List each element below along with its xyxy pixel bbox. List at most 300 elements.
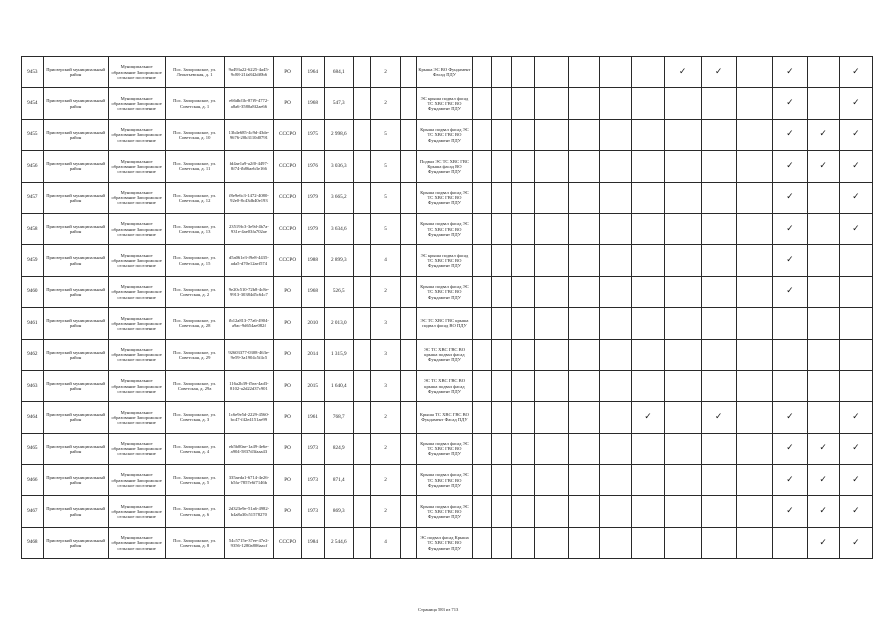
- work-column-cell: [773, 151, 807, 182]
- type-cell: СССРО: [274, 213, 302, 244]
- empty-cell: [400, 402, 416, 433]
- works-cell: ЭС крыша подвал фасад ТС ХВС ГВС ВО Фундамент ПДУ: [417, 88, 473, 119]
- work-column-cell: [632, 57, 664, 88]
- year-cell: 1973: [301, 433, 324, 464]
- work-column-cell: [599, 527, 632, 558]
- works-cell: Крыша подвал фасад ЭС ТС ХВС ГВС ВО Фундамент ПДУ: [417, 182, 473, 213]
- check-mark-icon: ✓: [852, 129, 860, 140]
- empty-cell: [353, 308, 370, 339]
- work-column-cell: [568, 213, 599, 244]
- works-cell: Крыша подвал фасад ЭС ТС ХВС ГВС ВО Фундамент ПДУ: [417, 119, 473, 150]
- work-column-cell: [599, 370, 632, 401]
- work-column-cell: [511, 370, 534, 401]
- work-column-cell: [736, 276, 773, 307]
- work-column-cell: [839, 370, 872, 401]
- address-cell: Пос. Запорожское, ул. Советская, д. 29а: [165, 370, 224, 401]
- municipality-cell: Муниципальное образование Запорожское сельское поселение: [108, 213, 165, 244]
- row-id: 9460: [22, 276, 44, 307]
- district-cell: Приозерский муниципальный район: [43, 402, 108, 433]
- check-mark-icon: ✓: [786, 286, 794, 297]
- work-column-cell: [664, 151, 701, 182]
- works-cell: ЭС ТС ХВС ГВС ВО крыша подвал фасад Фундамент ПДУ: [417, 339, 473, 370]
- work-column-cell: [632, 245, 664, 276]
- area-cell: 547,3: [324, 88, 353, 119]
- work-column-cell: [492, 245, 511, 276]
- work-column-cell: [736, 496, 773, 527]
- work-column-cell: [664, 370, 701, 401]
- work-column-cell: [632, 496, 664, 527]
- guid-cell: fd4ae1a9-a2f0-4497-8f74-fb86aeb3e166: [224, 151, 274, 182]
- works-cell: Крыша подвал фасад ЭС ТС ХВС ГВС ВО Фундамент ПДУ: [417, 496, 473, 527]
- floors-cell: 3: [371, 370, 400, 401]
- work-column-cell: [492, 433, 511, 464]
- guid-cell: 13b4e685-4c9d-43de-9676-20b3110d0791: [224, 119, 274, 150]
- empty-cell: [400, 527, 416, 558]
- work-column-cell: [773, 402, 807, 433]
- work-column-cell: [472, 527, 491, 558]
- district-cell: Приозерский муниципальный район: [43, 213, 108, 244]
- work-column-cell: [511, 465, 534, 496]
- area-cell: 824,9: [324, 433, 353, 464]
- table-row: [22, 88, 873, 119]
- works-cell: ЭС крыша подвал фасад ТС ХВС ГВС ВО Фундамент ПДУ: [417, 245, 473, 276]
- empty-cell: [400, 370, 416, 401]
- empty-cell: [400, 433, 416, 464]
- type-cell: РО: [274, 276, 302, 307]
- work-column-cell: [701, 151, 736, 182]
- address-cell: Пос. Запорожское, ул. Советская, д. 12: [165, 182, 224, 213]
- row-id: 9461: [22, 308, 44, 339]
- row-id: 9466: [22, 465, 44, 496]
- address-cell: Пос. Запорожское, ул. Советская, д. 10: [165, 119, 224, 150]
- year-cell: 2010: [301, 308, 324, 339]
- address-cell: Пос. Запорожское, ул. Советская, д. 8: [165, 527, 224, 558]
- floors-cell: 2: [371, 276, 400, 307]
- work-column-cell: [632, 527, 664, 558]
- address-cell: Пос. Запорожское, ул. Леонтьевская, д. 1: [165, 57, 224, 88]
- type-cell: РО: [274, 308, 302, 339]
- municipality-cell: Муниципальное образование Запорожское сельское поселение: [108, 339, 165, 370]
- area-cell: 684,1: [324, 57, 353, 88]
- work-column-cell: [534, 213, 568, 244]
- area-cell: 3 665,2: [324, 182, 353, 213]
- work-column-cell: [534, 151, 568, 182]
- year-cell: 1988: [301, 245, 324, 276]
- row-id: 9459: [22, 245, 44, 276]
- floors-cell: 2: [371, 88, 400, 119]
- municipality-cell: Муниципальное образование Запорожское сельское поселение: [108, 433, 165, 464]
- work-column-cell: [839, 182, 872, 213]
- work-column-cell: [534, 527, 568, 558]
- year-cell: 1961: [301, 402, 324, 433]
- check-mark-icon: ✓: [852, 474, 860, 485]
- work-column-cell: [511, 308, 534, 339]
- type-cell: РО: [274, 433, 302, 464]
- work-column-cell: [807, 339, 839, 370]
- work-column-cell: [632, 433, 664, 464]
- check-mark-icon: ✓: [678, 66, 687, 77]
- type-cell: СССРО: [274, 119, 302, 150]
- table-row: [22, 308, 873, 339]
- empty-cell: [353, 339, 370, 370]
- work-column-cell: [534, 370, 568, 401]
- year-cell: 1976: [301, 151, 324, 182]
- area-cell: 871,4: [324, 465, 353, 496]
- area-cell: 2 998,6: [324, 119, 353, 150]
- year-cell: 1968: [301, 88, 324, 119]
- floors-cell: 5: [371, 182, 400, 213]
- row-id: 9468: [22, 527, 44, 558]
- work-column-cell: [492, 182, 511, 213]
- work-column-cell: [664, 182, 701, 213]
- works-cell: Подвал ЭС ТС ХВС ГВС Крыша фасад ВО Фундамент ПДУ: [417, 151, 473, 182]
- housing-register-table: [21, 56, 873, 559]
- work-column-cell: [664, 88, 701, 119]
- work-column-cell: [568, 496, 599, 527]
- work-column-cell: [736, 88, 773, 119]
- guid-cell: eb5b00ae-1a49-4e6e-a904-5837d3faaa43: [224, 433, 274, 464]
- work-column-cell: [511, 496, 534, 527]
- work-column-cell: [492, 88, 511, 119]
- work-column-cell: [599, 496, 632, 527]
- work-column-cell: [839, 276, 872, 307]
- work-column-cell: [839, 57, 872, 88]
- year-cell: 1973: [301, 465, 324, 496]
- work-column-cell: [534, 308, 568, 339]
- address-cell: Пос. Запорожское, ул. Советская, д. 29: [165, 339, 224, 370]
- district-cell: Приозерский муниципальный район: [43, 308, 108, 339]
- work-column-cell: [773, 308, 807, 339]
- work-column-cell: [664, 433, 701, 464]
- municipality-cell: Муниципальное образование Запорожское сельское поселение: [108, 57, 165, 88]
- table-row: [22, 339, 873, 370]
- work-column-cell: [511, 245, 534, 276]
- table-row: [22, 119, 873, 150]
- table-row: [22, 402, 873, 433]
- check-mark-icon: ✓: [819, 474, 827, 485]
- empty-cell: [400, 182, 416, 213]
- work-column-cell: [568, 119, 599, 150]
- check-mark-icon: ✓: [852, 192, 860, 203]
- empty-cell: [400, 339, 416, 370]
- work-column-cell: [599, 119, 632, 150]
- work-column-cell: [773, 213, 807, 244]
- work-column-cell: [736, 245, 773, 276]
- table-row: [22, 151, 873, 182]
- district-cell: Приозерский муниципальный район: [43, 527, 108, 558]
- work-column-cell: [701, 339, 736, 370]
- check-mark-icon: ✓: [786, 160, 794, 171]
- work-column-cell: [773, 370, 807, 401]
- work-column-cell: [599, 57, 632, 88]
- table-row: [22, 182, 873, 213]
- work-column-cell: [568, 245, 599, 276]
- work-column-cell: [664, 465, 701, 496]
- work-column-cell: [701, 213, 736, 244]
- guid-cell: 23519fc3-3e9d-4b7a-931e-4ae03fa702ae: [224, 213, 274, 244]
- check-mark-icon: ✓: [786, 192, 794, 203]
- works-cell: Крыша подвал фасад ЭС ТС ХВС ГВС ВО Фундамент ПДУ: [417, 465, 473, 496]
- floors-cell: 4: [371, 245, 400, 276]
- work-column-cell: [736, 370, 773, 401]
- row-id: 9457: [22, 182, 44, 213]
- work-column-cell: [664, 57, 701, 88]
- guid-cell: d5a061e3-f9e8-4435-ada5-d70e12aef574: [224, 245, 274, 276]
- work-column-cell: [568, 88, 599, 119]
- check-mark-icon: ✓: [786, 411, 794, 422]
- table-row: [22, 433, 873, 464]
- area-cell: 2 544,6: [324, 527, 353, 558]
- address-cell: Пос. Запорожское, ул. Советская, д. 1: [165, 88, 224, 119]
- work-column-cell: [568, 433, 599, 464]
- work-column-cell: [701, 119, 736, 150]
- type-cell: СССРО: [274, 151, 302, 182]
- works-cell: Крыша ЭС ВО Фундамент Фасад ПДУ: [417, 57, 473, 88]
- work-column-cell: [568, 182, 599, 213]
- municipality-cell: Муниципальное образование Запорожское сельское поселение: [108, 370, 165, 401]
- work-column-cell: [839, 88, 872, 119]
- work-column-cell: [701, 308, 736, 339]
- work-column-cell: [492, 465, 511, 496]
- work-column-cell: [511, 527, 534, 558]
- row-id: 9453: [22, 57, 44, 88]
- empty-cell: [400, 88, 416, 119]
- work-column-cell: [807, 465, 839, 496]
- work-column-cell: [568, 370, 599, 401]
- work-column-cell: [664, 119, 701, 150]
- work-column-cell: [472, 245, 491, 276]
- work-column-cell: [736, 402, 773, 433]
- guid-cell: f8e9e6c3-1472-4080-92e0-8c43db40e193: [224, 182, 274, 213]
- work-column-cell: [472, 213, 491, 244]
- row-id: 9458: [22, 213, 44, 244]
- work-column-cell: [773, 119, 807, 150]
- work-column-cell: [807, 308, 839, 339]
- row-id: 9462: [22, 339, 44, 370]
- empty-cell: [353, 527, 370, 558]
- year-cell: 1964: [301, 57, 324, 88]
- work-column-cell: [472, 370, 491, 401]
- district-cell: Приозерский муниципальный район: [43, 151, 108, 182]
- work-column-cell: [599, 276, 632, 307]
- check-mark-icon: ✓: [819, 160, 827, 171]
- year-cell: 1968: [301, 276, 324, 307]
- work-column-cell: [599, 339, 632, 370]
- address-cell: Пос. Запорожское, ул. Советская, д. 2: [165, 276, 224, 307]
- guid-cell: e66dbf1b-87f9-4772-a8a6-3580a8f2ae66: [224, 88, 274, 119]
- row-id: 9454: [22, 88, 44, 119]
- municipality-cell: Муниципальное образование Запорожское сельское поселение: [108, 496, 165, 527]
- guid-cell: 9e20c510-72b8-4c8e-9913-30384d5c64c7: [224, 276, 274, 307]
- work-column-cell: [773, 496, 807, 527]
- floors-cell: 3: [371, 339, 400, 370]
- work-column-cell: [807, 151, 839, 182]
- guid-cell: 116a2b39-f5ea-4ad3-8102-a2d22d37c901: [224, 370, 274, 401]
- work-column-cell: [736, 308, 773, 339]
- empty-cell: [353, 245, 370, 276]
- work-column-cell: [632, 276, 664, 307]
- work-column-cell: [534, 245, 568, 276]
- address-cell: Пос. Запорожское, ул. Советская, д. 5: [165, 465, 224, 496]
- year-cell: 1979: [301, 213, 324, 244]
- work-column-cell: [492, 496, 511, 527]
- work-column-cell: [492, 339, 511, 370]
- work-column-cell: [472, 465, 491, 496]
- empty-cell: [400, 276, 416, 307]
- work-column-cell: [773, 465, 807, 496]
- table-row: [22, 527, 873, 558]
- check-mark-icon: ✓: [852, 160, 860, 171]
- work-column-cell: [736, 433, 773, 464]
- work-column-cell: [632, 213, 664, 244]
- work-column-cell: [492, 119, 511, 150]
- works-cell: Крыша подвал фасад ЭС ТС ХВС ГВС ВО Фундамент ПДУ: [417, 276, 473, 307]
- check-mark-icon: ✓: [786, 129, 794, 140]
- work-column-cell: [534, 402, 568, 433]
- empty-cell: [400, 119, 416, 150]
- work-column-cell: [664, 276, 701, 307]
- work-column-cell: [492, 276, 511, 307]
- district-cell: Приозерский муниципальный район: [43, 339, 108, 370]
- works-cell: Крыша ТС ХВС ГВС ВО Фундамент Фасад ПДУ: [417, 402, 473, 433]
- work-column-cell: [492, 57, 511, 88]
- check-mark-icon: ✓: [714, 411, 723, 422]
- check-mark-icon: ✓: [786, 66, 794, 77]
- work-column-cell: [701, 496, 736, 527]
- empty-cell: [353, 465, 370, 496]
- work-column-cell: [664, 402, 701, 433]
- type-cell: РО: [274, 57, 302, 88]
- empty-cell: [400, 308, 416, 339]
- floors-cell: 3: [371, 308, 400, 339]
- work-column-cell: [701, 402, 736, 433]
- address-cell: Пос. Запорожское, ул. Советская, д. 28: [165, 308, 224, 339]
- row-id: 9467: [22, 496, 44, 527]
- work-column-cell: [773, 245, 807, 276]
- address-cell: Пос. Запорожское, ул. Советская, д. 3: [165, 402, 224, 433]
- address-cell: Пос. Запорожское, ул. Советская, д. 6: [165, 496, 224, 527]
- empty-cell: [400, 57, 416, 88]
- work-column-cell: [736, 465, 773, 496]
- work-column-cell: [701, 57, 736, 88]
- work-column-cell: [511, 151, 534, 182]
- work-column-cell: [492, 402, 511, 433]
- work-column-cell: [807, 213, 839, 244]
- work-column-cell: [839, 308, 872, 339]
- area-cell: 768,7: [324, 402, 353, 433]
- work-column-cell: [492, 370, 511, 401]
- work-column-cell: [839, 245, 872, 276]
- empty-cell: [353, 182, 370, 213]
- works-cell: Крыша подвал фасад ЭС ТС ХВС ГВС ВО Фундамент ПДУ: [417, 433, 473, 464]
- area-cell: 1 640,4: [324, 370, 353, 401]
- work-column-cell: [534, 57, 568, 88]
- guid-cell: fb12a813-77a6-4904-a9ac-9d654ae082f: [224, 308, 274, 339]
- work-column-cell: [511, 182, 534, 213]
- works-cell: ЭС ТС ХВС ГВС ВО крыша подвал фасад Фундамент ПДУ: [417, 370, 473, 401]
- type-cell: РО: [274, 465, 302, 496]
- area-cell: 1 315,9: [324, 339, 353, 370]
- work-column-cell: [599, 245, 632, 276]
- municipality-cell: Муниципальное образование Запорожское сельское поселение: [108, 88, 165, 119]
- year-cell: 2015: [301, 370, 324, 401]
- check-mark-icon: ✓: [819, 537, 827, 548]
- check-mark-icon: ✓: [644, 411, 652, 422]
- work-column-cell: [736, 119, 773, 150]
- work-column-cell: [807, 276, 839, 307]
- row-id: 9456: [22, 151, 44, 182]
- type-cell: РО: [274, 339, 302, 370]
- empty-cell: [353, 213, 370, 244]
- empty-cell: [353, 88, 370, 119]
- work-column-cell: [534, 119, 568, 150]
- address-cell: Пос. Запорожское, ул. Советская, д. 15: [165, 245, 224, 276]
- municipality-cell: Муниципальное образование Запорожское сельское поселение: [108, 527, 165, 558]
- work-column-cell: [632, 308, 664, 339]
- floors-cell: 2: [371, 433, 400, 464]
- work-column-cell: [839, 527, 872, 558]
- work-column-cell: [599, 151, 632, 182]
- table-row: [22, 213, 873, 244]
- work-column-cell: [664, 527, 701, 558]
- work-column-cell: [839, 119, 872, 150]
- table-row: [22, 57, 873, 88]
- work-column-cell: [472, 88, 491, 119]
- work-column-cell: [511, 402, 534, 433]
- work-column-cell: [511, 119, 534, 150]
- table-row: [22, 276, 873, 307]
- floors-cell: 2: [371, 496, 400, 527]
- check-mark-icon: ✓: [852, 66, 860, 77]
- table-row: [22, 245, 873, 276]
- municipality-cell: Муниципальное образование Запорожское сельское поселение: [108, 465, 165, 496]
- check-mark-icon: ✓: [852, 98, 860, 109]
- work-column-cell: [807, 88, 839, 119]
- table-row: [22, 496, 873, 527]
- empty-cell: [400, 213, 416, 244]
- year-cell: 1973: [301, 496, 324, 527]
- floors-cell: 5: [371, 151, 400, 182]
- work-column-cell: [807, 433, 839, 464]
- work-column-cell: [807, 496, 839, 527]
- work-column-cell: [664, 213, 701, 244]
- empty-cell: [353, 276, 370, 307]
- work-column-cell: [472, 433, 491, 464]
- work-column-cell: [839, 465, 872, 496]
- type-cell: СССРО: [274, 245, 302, 276]
- work-column-cell: [511, 57, 534, 88]
- empty-cell: [353, 119, 370, 150]
- work-column-cell: [472, 308, 491, 339]
- municipality-cell: Муниципальное образование Запорожское сельское поселение: [108, 308, 165, 339]
- check-mark-icon: ✓: [819, 443, 827, 454]
- area-cell: 3 634,6: [324, 213, 353, 244]
- work-column-cell: [472, 402, 491, 433]
- guid-cell: 9a493a22-6225-4a45-9c88-21fa842df0b6: [224, 57, 274, 88]
- work-column-cell: [807, 182, 839, 213]
- row-id: 9465: [22, 433, 44, 464]
- check-mark-icon: ✓: [786, 98, 794, 109]
- work-column-cell: [492, 527, 511, 558]
- work-column-cell: [736, 527, 773, 558]
- work-column-cell: [511, 339, 534, 370]
- floors-cell: 2: [371, 57, 400, 88]
- work-column-cell: [773, 57, 807, 88]
- year-cell: 2014: [301, 339, 324, 370]
- address-cell: Пос. Запорожское, ул. Советская, д. 4: [165, 433, 224, 464]
- work-column-cell: [632, 88, 664, 119]
- work-column-cell: [839, 213, 872, 244]
